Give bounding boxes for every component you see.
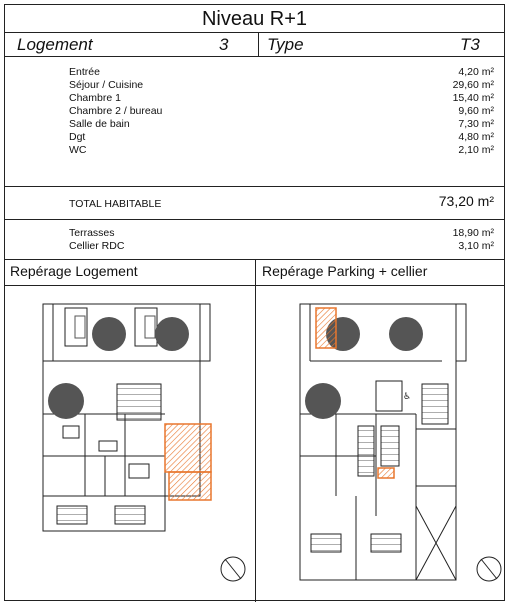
room-row (69, 105, 494, 118)
highlighted-cellar (378, 468, 394, 478)
room-area: 4,80 m² (458, 131, 494, 143)
room-row (69, 131, 494, 144)
room-area: 15,40 m² (452, 92, 494, 104)
room-row (69, 118, 494, 131)
specification-sheet (4, 4, 505, 601)
north-arrow-icon (221, 557, 245, 581)
extras-table (5, 220, 504, 260)
room-name: Chambre 2 / bureau (69, 105, 163, 117)
north-arrow-icon (477, 557, 501, 581)
tree-icon (155, 317, 189, 351)
room-area: 2,10 m² (458, 144, 494, 156)
extra-area: 18,90 m² (452, 227, 494, 239)
room-name: Salle de bain (69, 118, 130, 130)
header-divider (258, 33, 259, 57)
left-plan-caption: Repérage Logement (10, 263, 138, 279)
accessibility-icon: ♿ (403, 392, 412, 402)
logement-label: Logement (17, 35, 93, 54)
tree-icon (305, 383, 341, 419)
left-floor-plan (5, 286, 254, 602)
room-row (69, 66, 494, 79)
room-row (69, 144, 494, 157)
highlighted-terrace (169, 472, 211, 500)
room-name: WC (69, 144, 87, 156)
extra-row (69, 227, 494, 240)
room-name: Chambre 1 (69, 92, 121, 104)
highlighted-parking (316, 308, 336, 348)
total-row (5, 187, 504, 220)
room-row (69, 79, 494, 92)
extra-name: Cellier RDC (69, 240, 125, 252)
room-area: 7,30 m² (458, 118, 494, 130)
logement-value: 3 (219, 35, 229, 54)
extra-name: Terrasses (69, 227, 115, 239)
room-name: Entrée (69, 66, 100, 78)
right-plan-caption: Repérage Parking + cellier (262, 263, 428, 279)
type-label: Type (267, 35, 304, 54)
room-name: Séjour / Cuisine (69, 79, 144, 91)
type-value: T3 (460, 35, 480, 54)
room-area: 4,20 m² (458, 66, 494, 78)
page-title: Niveau R+1 (5, 5, 504, 33)
total-value: 73,20 m² (438, 193, 494, 209)
room-row (69, 92, 494, 105)
extra-area: 3,10 m² (458, 240, 494, 252)
header-row (5, 33, 504, 57)
plans-section (5, 260, 504, 602)
room-area: 29,60 m² (452, 79, 494, 91)
highlighted-apartment (165, 424, 211, 472)
tree-icon (389, 317, 423, 351)
tree-icon (48, 383, 84, 419)
tree-icon (92, 317, 126, 351)
room-area: 9,60 m² (458, 105, 494, 117)
extra-row (69, 240, 494, 253)
room-name: Dgt (69, 131, 86, 143)
rooms-table (5, 57, 504, 187)
total-label: TOTAL HABITABLE (69, 198, 162, 210)
right-floor-plan (256, 286, 505, 602)
